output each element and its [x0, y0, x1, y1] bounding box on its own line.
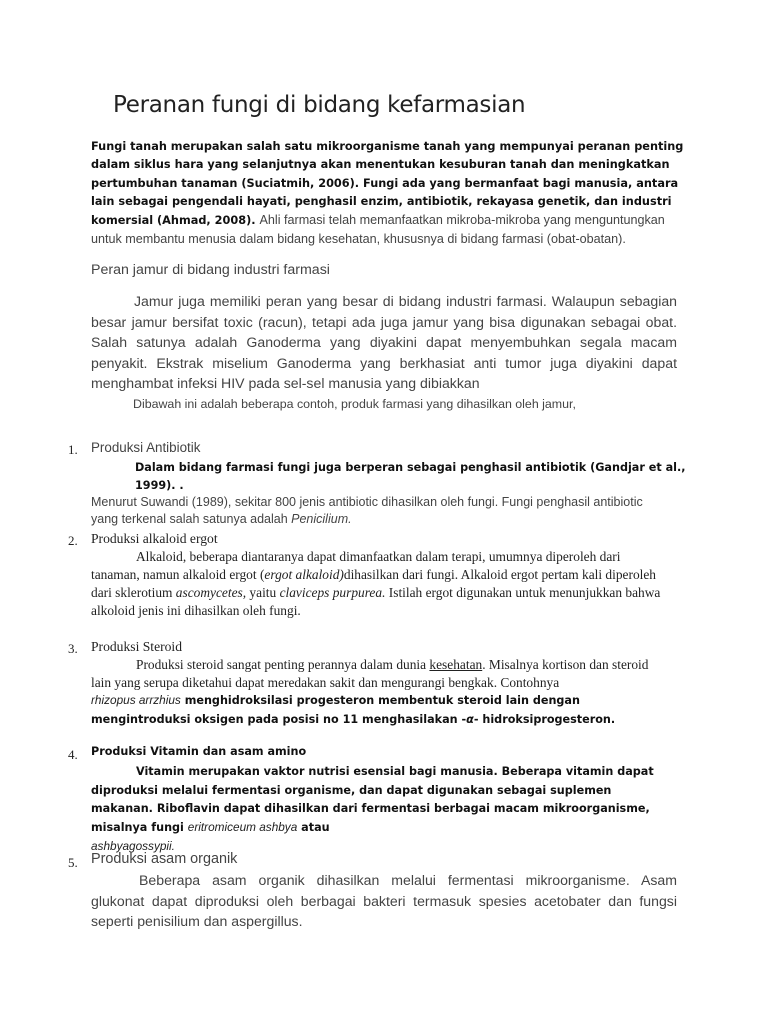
list-body: Vitamin merupakan vaktor nutrisi esensial bagi manusia. Beberapa vitamin dapat diproduksi melalui fermentasi organisme, dan dapat digunakan sebagai suplemen makanan. Riboflavin dapat dihasilkan dari fermentasi berbagai macam mikroorganisme, misalnya fungi eritromiceum ashbya atau ashbyagossypii.	[91, 765, 654, 853]
list-body: Alkaloid, beberapa diantaranya dapat dimanfaatkan dalam terapi, umumnya diperoleh dari tanaman, namun alkaloid ergot (ergot alkaloid)dihasilkan dari fungi. Alkaloid ergot pertam kali diperoleh dari sklerotium ascomycetes, yaitu claviceps purpurea. Istilah ergot digunakan untuk menunjukkan bahwa alkoloid jenis ini dihasilkan oleh fungi.	[91, 549, 661, 619]
list-body-bold: Dalam bidang farmasi fungi juga berperan sebagai penghasil antibiotik (Gandjar et al., 1999).	[135, 461, 686, 492]
list-body: Beberapa asam organik dihasilkan melalui fermentasi mikroorganisme. Asam glukonat dapat diproduksi oleh berbagai bakteri termasuk spesies acetobater dan fungsi seperti penisilium dan aspergillus.	[91, 872, 677, 930]
list-heading: Produksi asam organik	[91, 851, 238, 867]
jamur-paragraph	[91, 291, 677, 394]
list-heading: Produksi Steroid	[91, 639, 183, 654]
list-number: 4.	[68, 747, 78, 762]
list-body-text: Menurut Suwandi (1989), sekitar 800 jenis antibiotic dihasilkan oleh fungi. Fungi penghasil antibiotic yang terkenal salah satunya adalah	[91, 495, 643, 526]
list-number: 3.	[68, 641, 78, 656]
page-title: Peranan fungi di bidang kefarmasian	[113, 92, 526, 118]
list-number: 5.	[68, 855, 78, 870]
section-subheading: Peran jamur di bidang industri farmasi	[91, 262, 330, 278]
list-heading: Produksi Vitamin dan asam amino	[91, 745, 307, 758]
examples-intro: Dibawah ini adalah beberapa contoh, produk farmasi yang dihasilkan oleh jamur,	[133, 397, 576, 411]
jamur-paragraph-text: Jamur juga memiliki peran yang besar di bidang industri farmasi. Walaupun sebagian besar jamur bersifat toxic (racun), tetapi ada juga jamur yang bisa digunakan sebagai obat. Salah satunya adalah Ganoderma yang diyakini dapat menyembuhkan segala macam penyakit. Ekstrak miselium Ganoderma yang berkhasiat anti tumor juga diyakini dapat menghambat infeksi HIV pada sel-sel manusia yang dibiakkan	[91, 293, 677, 391]
list-body: Dalam bidang farmasi fungi juga berperan sebagai penghasil antibiotik (Gandjar et al., 1999). . Menurut Suwandi (1989), sekitar 800 jenis antibiotic dihasilkan oleh fungi. Fungi penghasil antibiotic yang terkenal salah satunya adalah Penicilium.	[91, 461, 686, 526]
list-heading: Produksi alkaloid ergot	[91, 531, 218, 546]
list-number: 2.	[68, 533, 78, 548]
list-body: Produksi steroid sangat penting perannya dalam dunia kesehatan. Misalnya kortison dan steroid lain yang serupa diketahui dapat meredakan sakit dan mengurangi bengkak. Contohnya rhizopus arrzhius menghidroksilasi progesteron membentuk steroid lain dengan mengintroduksi oksigen pada posisi no 11 menghasilakan -α- hidroksiprogesteron.	[91, 657, 649, 726]
intro-plain-text: Ahli farmasi telah memanfaatkan mikroba-mikroba yang menguntungkan untuk membantu menusia dalam bidang kesehatan, khususnya di bidang farmasi (obat-obatan).	[91, 213, 665, 247]
intro-paragraph	[91, 138, 687, 250]
list-number: 1.	[68, 442, 78, 457]
list-body-italic: Penicilium.	[291, 512, 352, 526]
list-heading: Produksi Antibiotik	[91, 440, 201, 455]
intro-bold-text: Fungi tanah merupakan salah satu mikroorganisme tanah yang mempunyai peranan penting dalam siklus hara yang selanjutnya akan menentukan kesuburan tanah dan meningkatkan pertumbuhan tanaman (Suciatmih, 2006). Fungi ada yang bermanfaat bagi manusia, antara lain sebagai pengendali hayati, penghasil enzim, antibiotik, rekayasa genetik, dan industri komersial (Ahmad, 2008).	[91, 140, 684, 228]
